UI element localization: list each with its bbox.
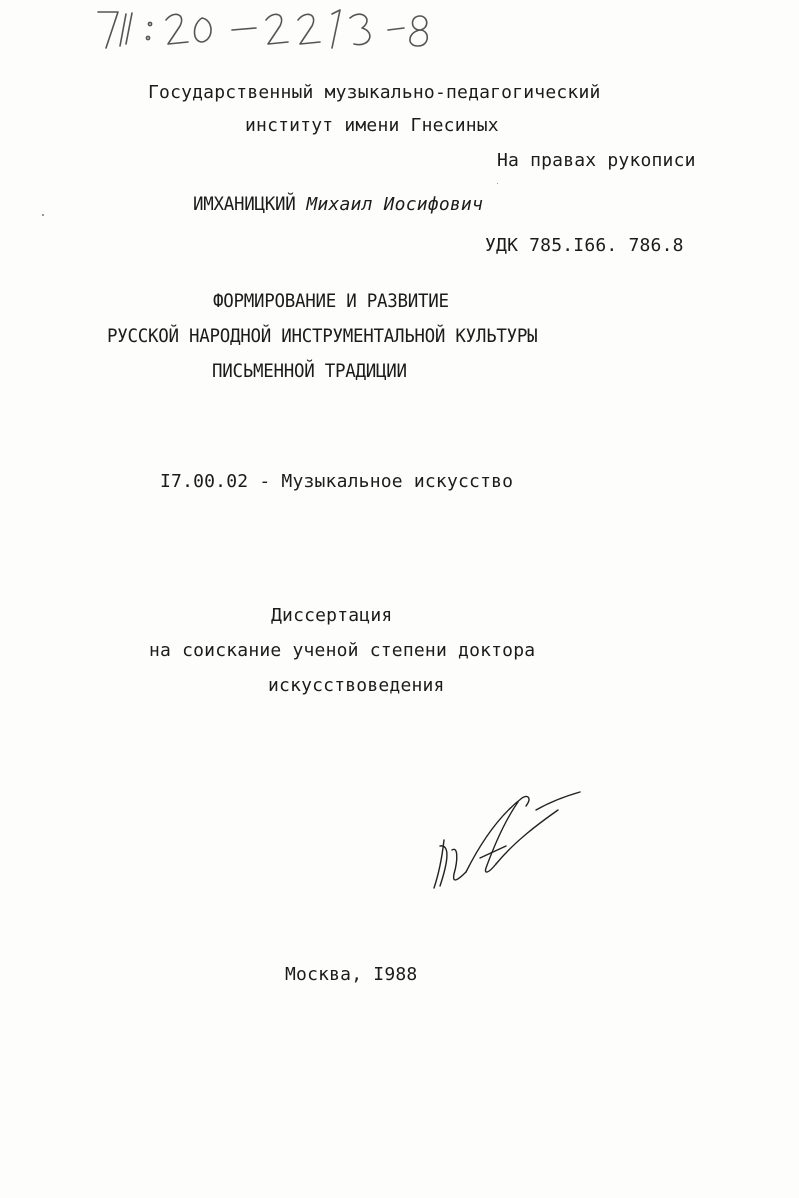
place-and-year: Москва, I988 xyxy=(285,964,418,985)
specialty-code: I7.00.02 - Музыкальное искусство xyxy=(160,471,514,492)
author-given-names: Михаил Иосифович xyxy=(306,194,483,215)
manuscript-note: На правах рукописи xyxy=(497,150,696,171)
degree-line-1: Диссертация xyxy=(271,605,393,626)
udc-code: УДК 785.I66. 786.8 xyxy=(485,235,684,256)
title-line-2: РУССКОЙ НАРОДНОЙ ИНСТРУМЕНТАЛЬНОЙ КУЛЬТУРЫ xyxy=(107,325,538,347)
degree-line-3: искусствоведения xyxy=(268,675,445,696)
institution-line-1: Государственный музыкально-педагогический xyxy=(148,82,601,103)
institution-line-2: институт имени Гнесиных xyxy=(245,115,499,136)
scan-speck xyxy=(42,214,44,216)
author-surname: ИМХАНИЦКИЙ xyxy=(193,193,296,215)
scan-speck xyxy=(497,183,498,184)
signature xyxy=(418,788,588,898)
title-line-3: ПИСЬМЕННОЙ ТРАДИЦИИ xyxy=(212,360,407,382)
handwritten-number-mark xyxy=(92,4,437,56)
title-line-1: ФОРМИРОВАНИЕ И РАЗВИТИЕ xyxy=(213,290,449,312)
author-name xyxy=(193,193,483,216)
degree-line-2: на соискание ученой степени доктора xyxy=(149,640,536,661)
